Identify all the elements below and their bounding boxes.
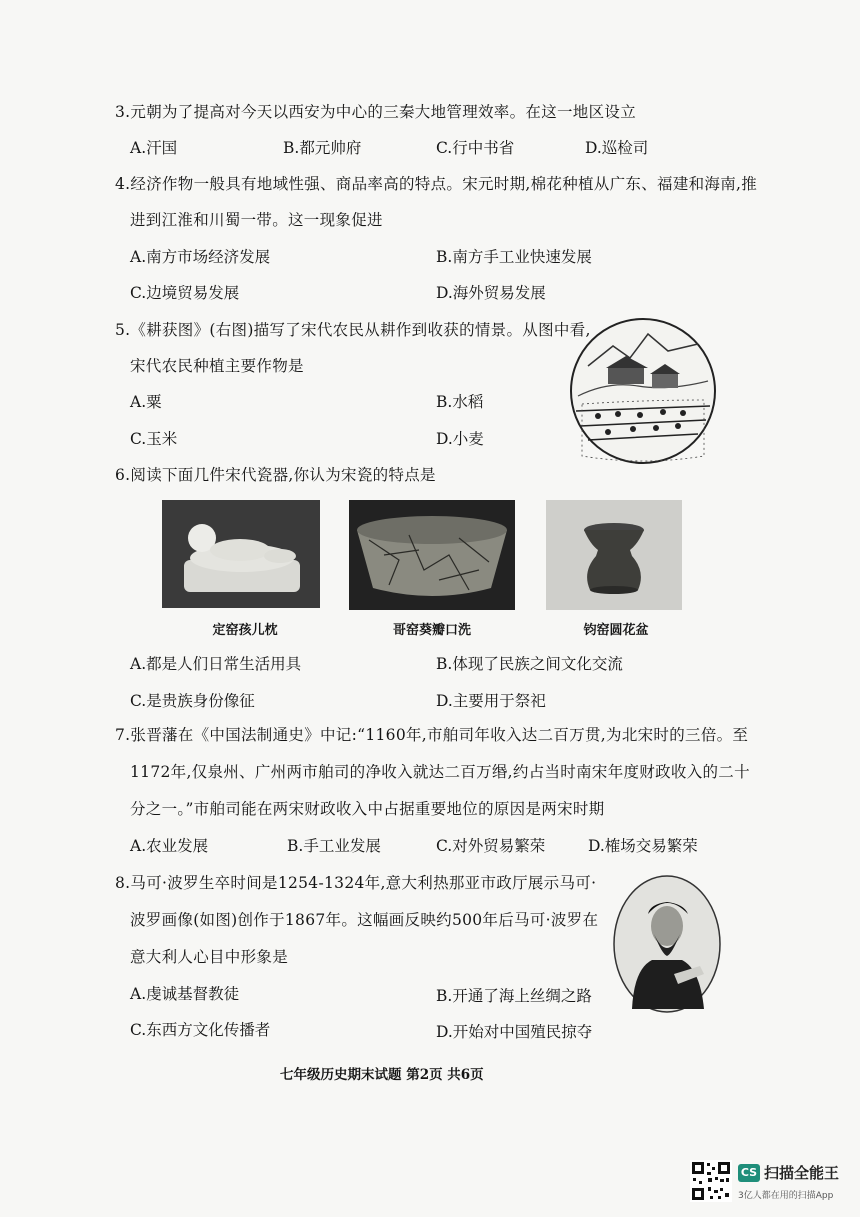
caption-ding-kiln: 定窑孩儿枕 (212, 623, 278, 638)
camscanner-name: 扫描全能王 (764, 1164, 840, 1182)
q5-stem-line1: 5.《耕获图》(右图)描写了宋代农民从耕作到收获的情景。从图中看, (115, 321, 591, 339)
q4-stem-line1: 4.经济作物一般具有地域性强、商品率高的特点。宋元时期,棉花种植从广东、福建和海南,推 (115, 175, 758, 193)
q7-stem-line3: 分之一。”市舶司能在两宋财政收入中占据重要地位的原因是两宋时期 (130, 800, 605, 818)
q7-option-d: D.榷场交易繁荣 (588, 837, 698, 855)
caption-jun-kiln: 钧窑圆花盆 (583, 623, 649, 638)
q4-option-b: B.南方手工业快速发展 (436, 248, 592, 266)
q7-option-a: A.农业发展 (130, 837, 209, 855)
q8-option-d: D.开始对中国殖民掠夺 (436, 1023, 593, 1041)
farming-illustration (568, 316, 718, 466)
marco-polo-portrait (612, 874, 722, 1014)
q7-option-c: C.对外贸易繁荣 (436, 837, 546, 855)
q5-stem-line2: 宋代农民种植主要作物是 (130, 357, 304, 375)
q8-option-c: C.东西方文化传播者 (130, 1021, 271, 1039)
qr-code-icon (690, 1160, 732, 1202)
caption-ge-kiln: 哥窑葵瓣口洗 (392, 623, 471, 638)
q3-stem: 3.元朝为了提高对今天以西安为中心的三秦大地管理效率。在这一地区设立 (115, 103, 636, 121)
q6-option-c: C.是贵族身份像征 (130, 692, 255, 710)
q5-option-d: D.小麦 (436, 430, 484, 448)
q3-option-d: D.巡检司 (585, 139, 649, 157)
q8-option-b: B.开通了海上丝绸之路 (436, 987, 592, 1005)
camscanner-tagline: 3亿人都在用的扫描App (738, 1191, 834, 1201)
page-footer: 七年级历史期末试题 第2页 共6页 (280, 1067, 484, 1083)
q3-option-a: A.汗国 (130, 139, 178, 157)
jun-kiln-flowerpot-photo (546, 500, 682, 610)
q4-option-c: C.边境贸易发展 (130, 284, 240, 302)
q8-stem-line3: 意大利人心目中形象是 (130, 948, 289, 966)
ge-kiln-washer-photo (349, 500, 515, 610)
q6-option-b: B.体现了民族之间文化交流 (436, 655, 623, 673)
q8-stem-line2: 波罗画像(如图)创作于1867年。这幅画反映约500年后马可·波罗在 (130, 911, 599, 929)
q4-option-a: A.南方市场经济发展 (130, 248, 271, 266)
ding-kiln-child-pillow-photo (162, 500, 320, 608)
q4-stem-line2: 进到江淮和川蜀一带。这一现象促进 (130, 211, 383, 229)
q6-option-d: D.主要用于祭祀 (436, 692, 546, 710)
q8-stem-line1: 8.马可·波罗生卒时间是1254-1324年,意大利热那亚市政厅展示马可· (115, 874, 597, 892)
q6-option-a: A.都是人们日常生活用具 (130, 655, 302, 673)
q3-option-c: C.行中书省 (436, 139, 515, 157)
camscanner-badge: CS (738, 1164, 760, 1182)
q4-option-d: D.海外贸易发展 (436, 284, 546, 302)
q7-option-b: B.手工业发展 (287, 837, 381, 855)
q6-stem: 6.阅读下面几件宋代瓷器,你认为宋瓷的特点是 (115, 466, 436, 484)
q8-option-a: A.虔诚基督教徒 (130, 985, 240, 1003)
q7-stem-line2: 1172年,仅泉州、广州两市舶司的净收入就达二百万缗,约占当时南宋年度财政收入的二十 (130, 763, 750, 781)
q5-option-a: A.粟 (130, 393, 162, 411)
q5-option-b: B.水稻 (436, 393, 484, 411)
q7-stem-line1: 7.张晋藩在《中国法制通史》中记:“1160年,市舶司年收入达二百万贯,为北宋时的三倍。至 (115, 726, 749, 744)
q5-option-c: C.玉米 (130, 430, 178, 448)
q3-option-b: B.都元帅府 (283, 139, 362, 157)
